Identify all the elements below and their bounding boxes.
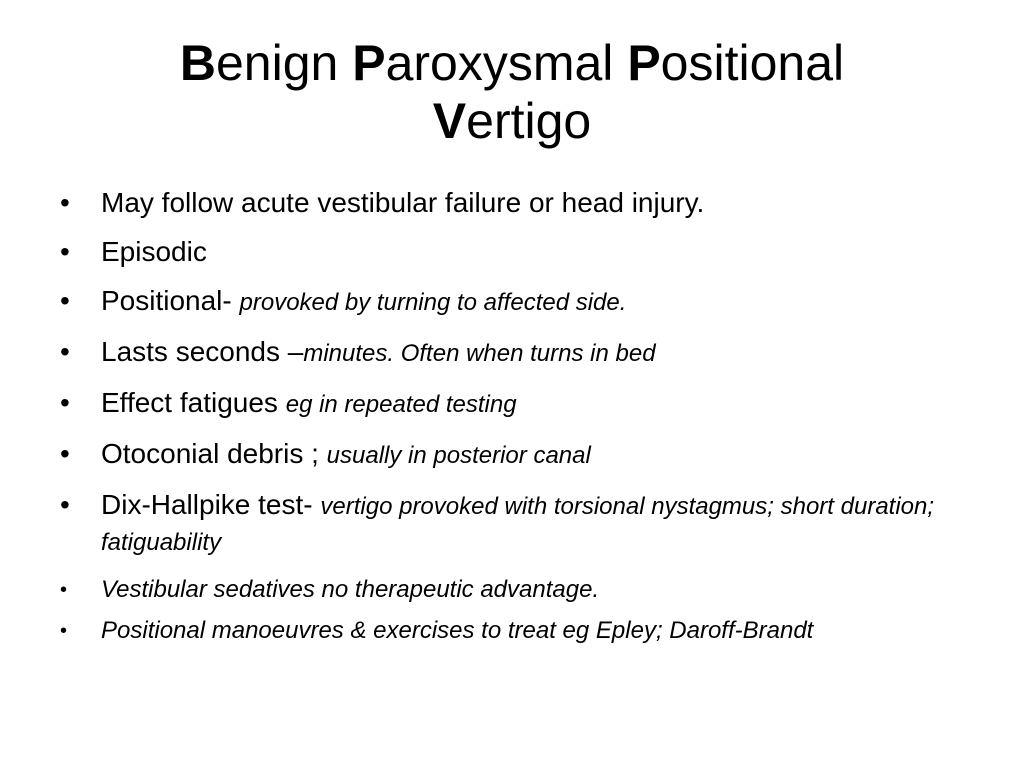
title-line-2 [433,93,591,149]
bullet-detail-text: Positional manoeuvres & exercises to treat eg Epley; Daroff-Brandt [101,617,814,644]
title-word-benign: enign [215,35,353,91]
bullet-dot: • [60,285,70,316]
bullet-dot: • [60,336,70,367]
bullet-detail-text: eg in repeated testing [285,391,517,418]
bullet-item [58,186,978,220]
title-initial-p1: P [352,35,386,91]
bullet-detail-text: vertigo provoked with torsional nystagmus; short duration; fatiguability [101,493,935,556]
title-word-vertigo: ertigo [466,93,592,149]
bullet-dot: • [60,387,70,418]
bullet-main-text: Effect fatigues [101,387,286,418]
bullet-detail-text: Vestibular sedatives no therapeutic advantage. [101,576,600,603]
title-initial-b: B [179,35,216,91]
bullet-dot: • [60,620,68,642]
title-line-1 [180,35,844,91]
bullet-main-text: Episodic [101,236,207,267]
bullet-item [58,616,978,646]
bullet-dot: • [60,579,68,601]
bullet-item [58,284,978,320]
bullet-item [58,235,978,269]
bullet-item [58,575,978,605]
bullet-dot: • [60,236,70,267]
bullet-item [58,386,978,422]
title-initial-v: V [432,93,467,149]
bullet-main-text: Otoconial debris ; [101,438,327,469]
title-word-paroxysmal: aroxysmal [385,35,628,91]
bullet-dot: • [60,489,70,520]
bullet-detail-text: minutes. Often when turns in bed [303,340,656,367]
title-initial-p2: P [627,35,661,91]
title-word-positional: ositional [660,35,845,91]
bullet-detail-text: usually in posterior canal [326,442,591,469]
bullet-dot: • [60,438,70,469]
bullet-detail-text: provoked by turning to affected side. [239,289,627,316]
bullet-item [58,335,978,371]
bullet-item [58,488,978,560]
bullet-main-text: Positional- [101,285,240,316]
slide-title [60,34,964,150]
bullet-dot: • [60,187,70,218]
bullet-main-text: Dix-Hallpike test- [101,489,321,520]
bullet-main-text: Lasts seconds – [101,336,304,367]
bullet-item [58,437,978,473]
bullet-main-text: May follow acute vestibular failure or head injury. [101,187,705,218]
bullet-list [58,186,978,657]
